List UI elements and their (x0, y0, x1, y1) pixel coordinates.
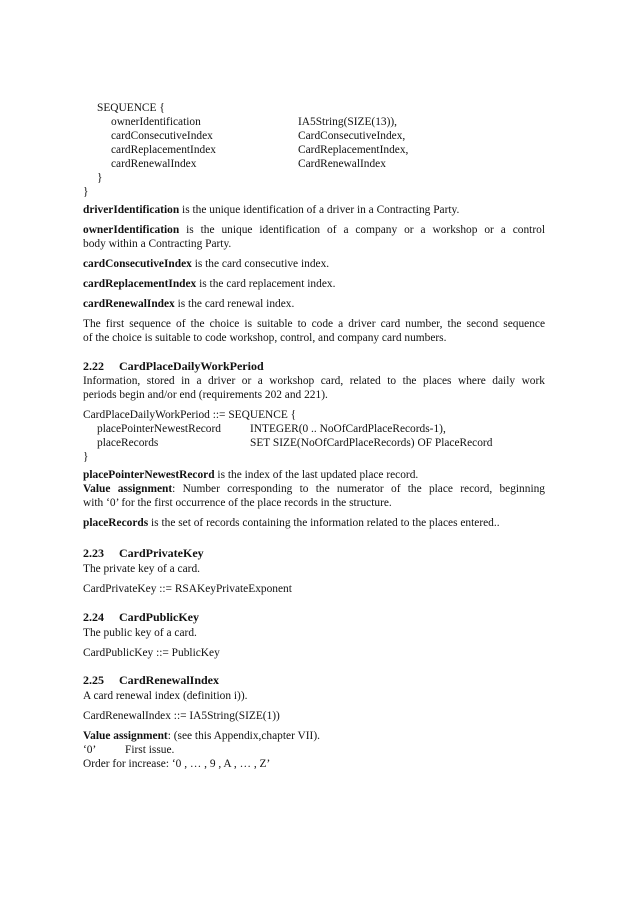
field-type: IA5String(SIZE(13)), (298, 116, 398, 128)
definition (83, 297, 294, 311)
code-line: CardPlaceDailyWorkPeriod ::= SEQUENCE { (83, 409, 297, 421)
definition (83, 203, 459, 217)
definition-text: is the card renewal index. (174, 298, 295, 310)
section-title: CardPlaceDailyWorkPeriod (119, 359, 264, 373)
definition (83, 223, 545, 237)
definition (83, 468, 418, 482)
field-type: CardReplacementIndex, (298, 144, 409, 156)
definition-term: ownerIdentification (83, 224, 180, 236)
sequence-open: SEQUENCE { (97, 102, 165, 114)
field-name: ownerIdentification (111, 116, 201, 128)
paragraph: A card renewal index (definition i)). (83, 690, 248, 702)
paragraph: of the choice is suitable to code workshop, control, and company card numbers. (83, 332, 447, 344)
definition-text: is the unique identification of a driver in a Contracting Party. (179, 204, 460, 216)
section-number: 2.24 (83, 610, 104, 624)
field-name: placePointerNewestRecord (97, 423, 221, 435)
choice-close: } (83, 186, 89, 198)
field-name: placeRecords (97, 437, 159, 449)
section-heading (83, 610, 199, 624)
section-heading (83, 546, 204, 560)
code-line: CardPrivateKey ::= RSAKeyPrivateExponent (83, 583, 292, 595)
section-number: 2.25 (83, 673, 104, 687)
field-type: CardConsecutiveIndex, (298, 130, 406, 142)
definition-term: driverIdentification (83, 204, 180, 216)
definition (83, 257, 329, 271)
definition-term: cardRenewalIndex (83, 298, 175, 310)
definition-text: : (see this Appendix,chapter VII). (167, 730, 320, 742)
sequence-close: } (83, 451, 89, 463)
value-meaning: First issue. (125, 744, 175, 756)
section-title: CardPublicKey (119, 610, 199, 624)
definition-term: cardConsecutiveIndex (83, 258, 192, 270)
definition-text: is the set of records containing the information related to the places entered.. (148, 517, 500, 529)
definition-text: is the index of the last updated place record. (214, 469, 419, 481)
paragraph: Order for increase: ‘0 , … , 9 , A , … , Z’ (83, 758, 271, 770)
paragraph: periods begin and/or end (requirements 202 and 221). (83, 389, 328, 401)
section-number: 2.22 (83, 359, 104, 373)
section-heading (83, 673, 219, 687)
sequence-close: } (97, 172, 103, 184)
definition-term: placeRecords (83, 517, 149, 529)
definition-term: placePointerNewestRecord (83, 469, 215, 481)
definition-text: : Number corresponding to the numerator of the place record, beginning (172, 483, 545, 495)
section-heading (83, 359, 264, 373)
paragraph: Information, stored in a driver or a workshop card, related to the places where daily work (83, 375, 545, 387)
paragraph: The first sequence of the choice is suitable to code a driver card number, the second sequence (83, 318, 545, 330)
paragraph: The public key of a card. (83, 627, 197, 639)
field-type: INTEGER(0 .. NoOfCardPlaceRecords-1), (250, 423, 446, 435)
definition-term: Value assignment (83, 483, 173, 495)
definition (83, 482, 545, 496)
field-name: cardReplacementIndex (111, 144, 216, 156)
definition (83, 277, 335, 291)
definition-continuation: with ‘0’ for the first occurrence of the place records in the structure. (83, 497, 392, 509)
definition (83, 729, 320, 743)
definition-text: is the unique identification of a company or a workshop or a control (179, 224, 545, 236)
definition (83, 516, 500, 530)
definition-text: is the card consecutive index. (191, 258, 330, 270)
section-title: CardRenewalIndex (119, 673, 220, 687)
definition-text: is the card replacement index. (196, 278, 336, 290)
field-type: CardRenewalIndex (298, 158, 386, 170)
definition-continuation: body within a Contracting Party. (83, 238, 232, 250)
field-name: cardConsecutiveIndex (111, 130, 213, 142)
paragraph: The private key of a card. (83, 563, 201, 575)
definition-term: cardReplacementIndex (83, 278, 197, 290)
code-line: CardRenewalIndex ::= IA5String(SIZE(1)) (83, 710, 280, 722)
section-title: CardPrivateKey (119, 546, 204, 560)
code-line: CardPublicKey ::= PublicKey (83, 647, 220, 659)
field-name: cardRenewalIndex (111, 158, 197, 170)
field-type: SET SIZE(NoOfCardPlaceRecords) OF PlaceRecord (250, 437, 493, 449)
value-code: ‘0’ (83, 744, 97, 756)
section-number: 2.23 (83, 546, 104, 560)
definition-term: Value assignment (83, 730, 168, 742)
